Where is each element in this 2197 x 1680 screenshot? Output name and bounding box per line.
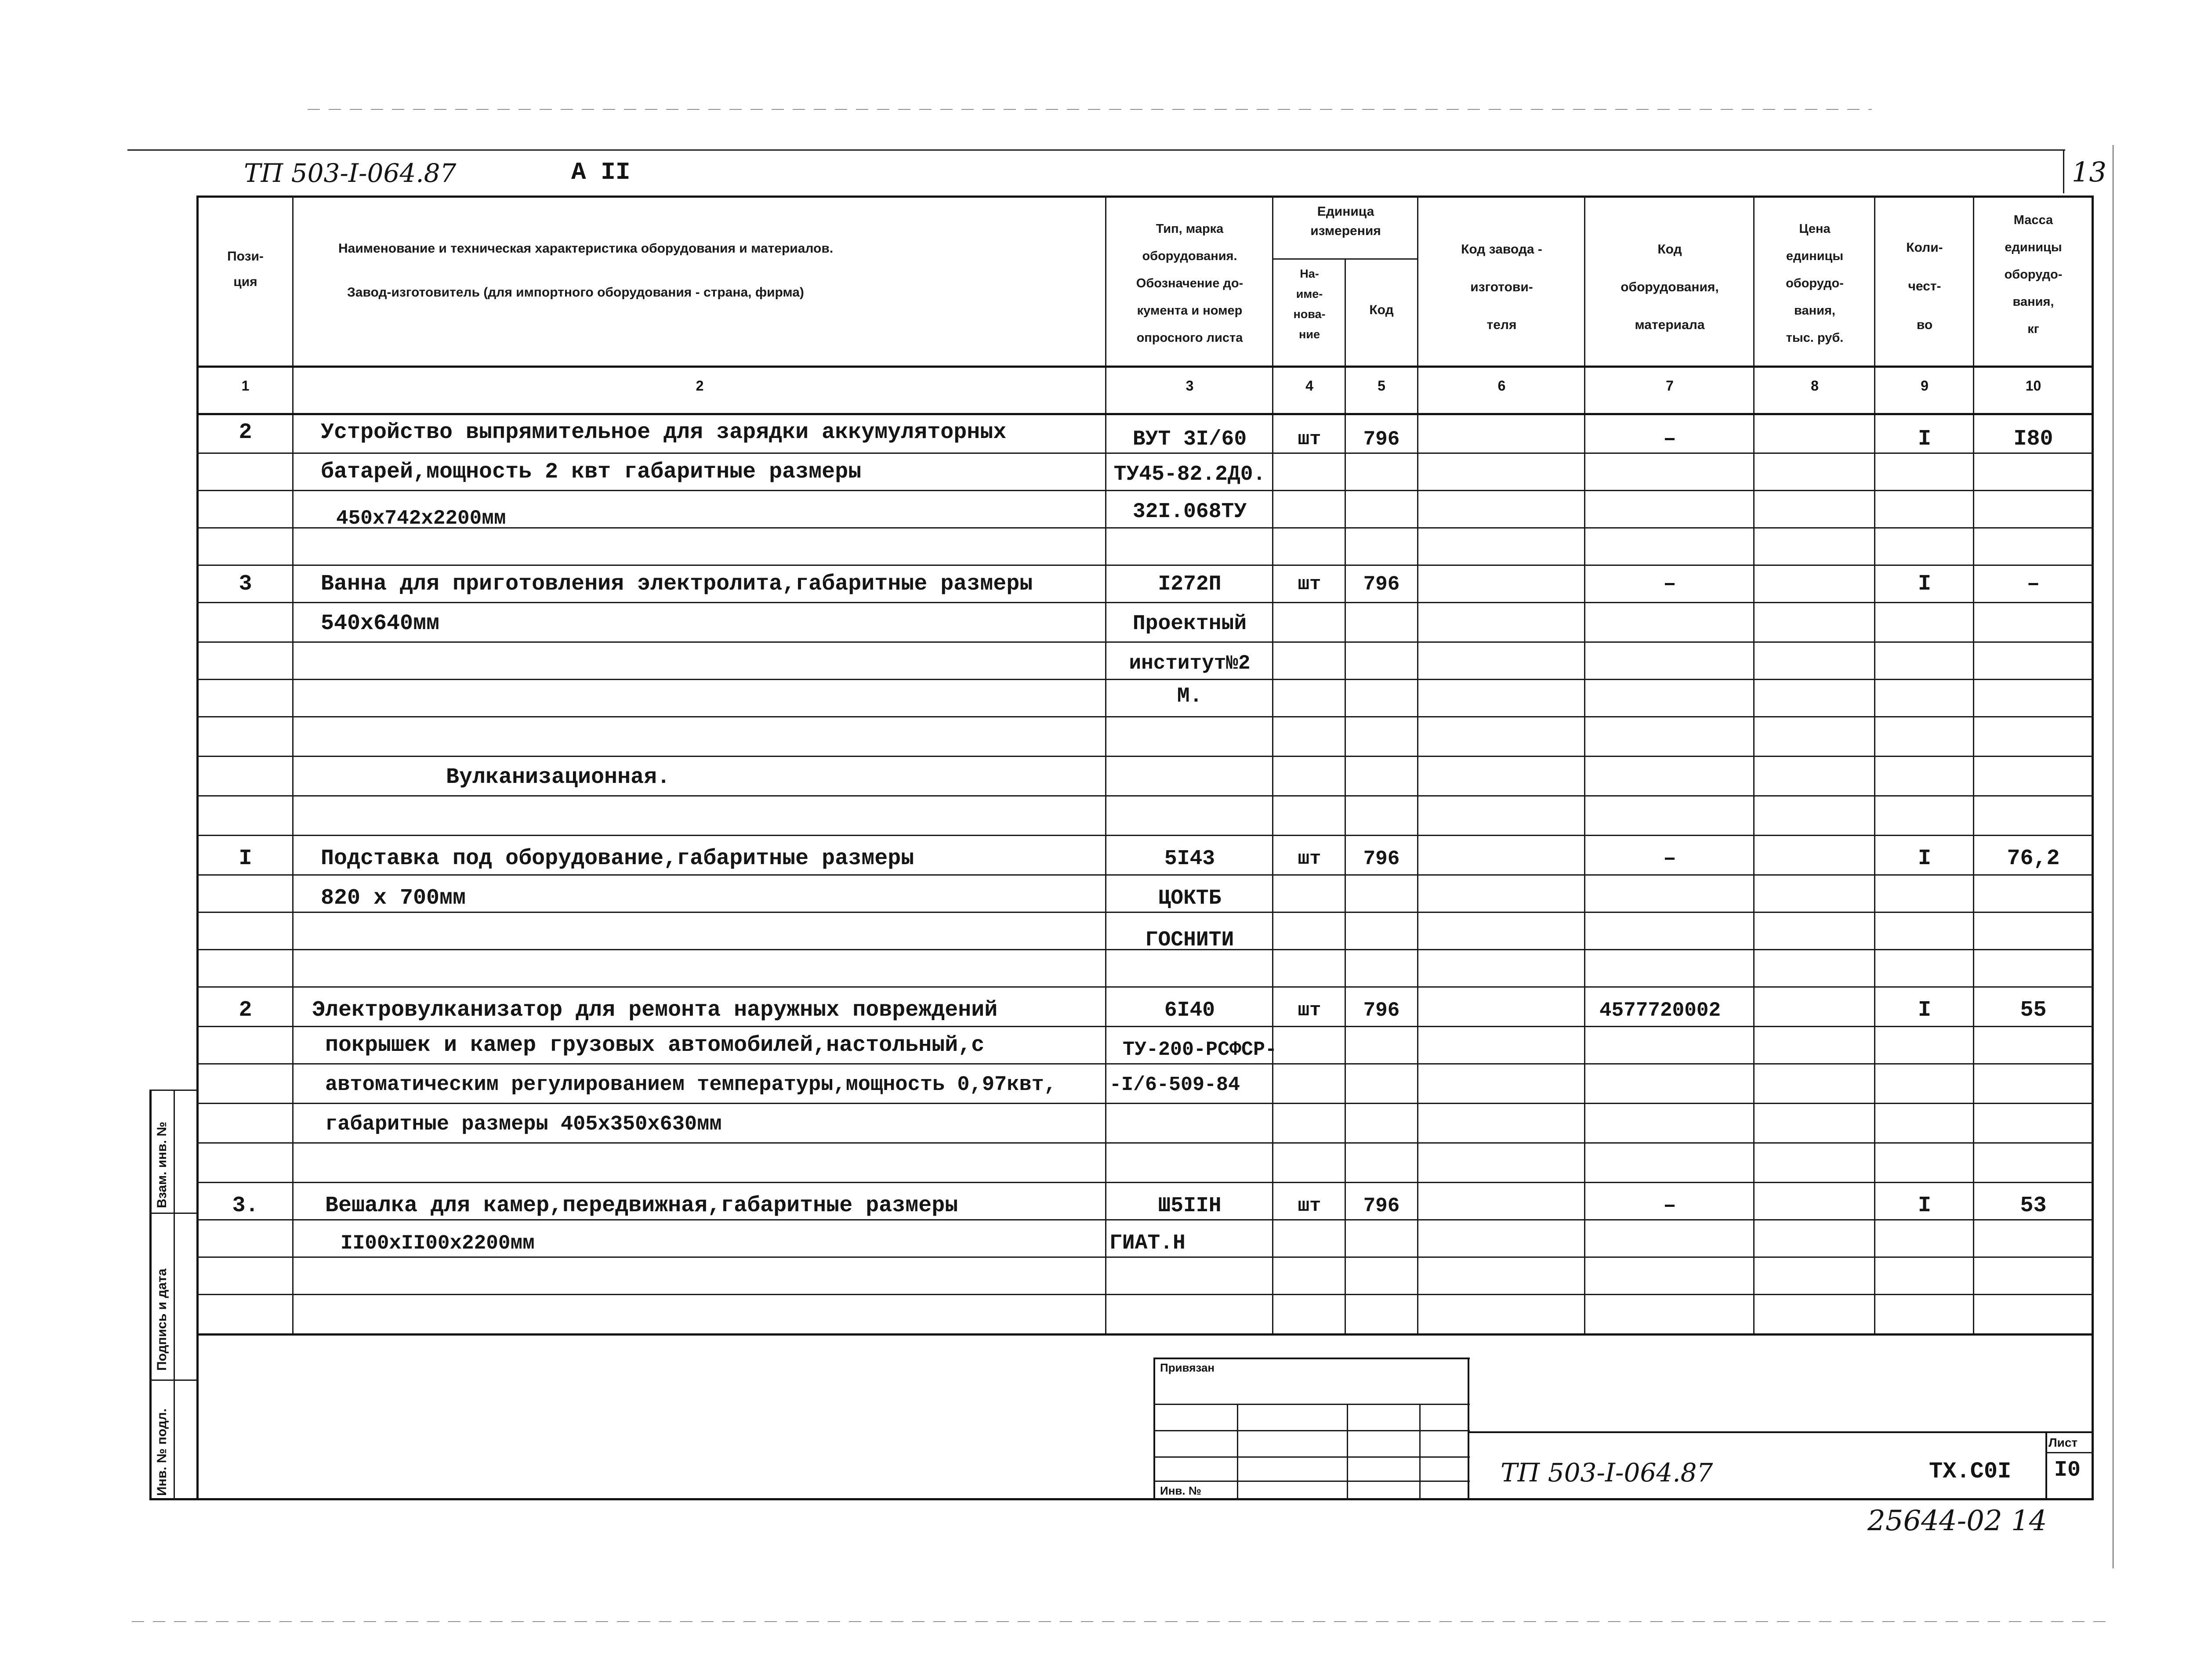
footer-handwritten-number: 25644-02 14	[1867, 1505, 2047, 1537]
header-name-line1: Наименование и техническая характеристика оборудования и материалов.	[338, 241, 834, 256]
side-stamp-rule	[149, 1379, 198, 1381]
privyazan-label: Привязан	[1160, 1361, 1215, 1374]
row1-code: 796	[1363, 428, 1400, 451]
row1-type-line2: ТУ45-82.2Д0.	[1113, 463, 1266, 486]
row-line	[196, 986, 2094, 988]
header-price: Цена единицы оборудо- вания, тыс. руб.	[1786, 222, 1844, 345]
row5-name-line2: II00xII00x2200мм	[341, 1232, 535, 1255]
row3-name-line1: Подставка под оборудование,габаритные размеры	[321, 846, 914, 871]
sheet-top-rule	[127, 149, 2065, 151]
titleblock-top	[1468, 1431, 2094, 1433]
row3-type-line2: ЦОКТБ	[1158, 887, 1222, 910]
row5-type-line2: ГИАТ.Н	[1109, 1231, 1186, 1255]
side-stamp-replace-inv: Взам. инв. №	[155, 1122, 169, 1208]
row-line	[196, 1063, 2094, 1064]
col-divider	[1345, 259, 1346, 1336]
row1-position: 2	[239, 420, 252, 445]
privyazan-col	[1419, 1404, 1421, 1500]
sheet-label: Лист	[2048, 1436, 2078, 1449]
row-line	[196, 795, 2094, 797]
row2-qty: I	[1918, 572, 1931, 597]
side-stamp-signature-date: Подпись и дата	[155, 1268, 169, 1371]
row2-code: 796	[1363, 573, 1400, 596]
row1-qty: I	[1918, 427, 1931, 452]
row1-name-line3: 450x742x2200мм	[336, 507, 506, 530]
privyazan-right	[1468, 1358, 1469, 1500]
page-corner-number: 13	[2072, 156, 2106, 188]
row5-position: 3.	[232, 1193, 259, 1218]
row4-equip-code: 4577720002	[1599, 999, 1721, 1022]
row-line	[196, 565, 2094, 566]
row2-type-line1: I272П	[1158, 572, 1222, 596]
row-line	[196, 1103, 2094, 1104]
row1-name-line1: Устройство выпрямительное для зарядки аккумуляторных	[321, 420, 1007, 445]
row-line	[196, 490, 2094, 491]
row5-mass: 53	[2020, 1193, 2047, 1218]
header-unit-group: Единица измерения	[1310, 204, 1381, 238]
row4-type-line2: ТУ-200-РСФСР-	[1123, 1039, 1277, 1061]
header-mass: Масса единицы оборудо- вания, кг	[2004, 213, 2063, 336]
row1-name-line2: батарей,мощность 2 квт габаритные размеры	[321, 460, 862, 485]
row3-unit: шт	[1298, 848, 1321, 870]
header-factory-code: Код завода - изготови- теля	[1461, 242, 1542, 332]
row4-name-line4: габаритные размеры 405x350x630мм	[325, 1113, 722, 1136]
frame-right	[2092, 196, 2094, 1500]
unit-group-rule	[1272, 258, 1418, 260]
row-line	[196, 1294, 2094, 1295]
privyazan-rule	[1153, 1456, 1470, 1458]
row5-name-line1: Вешалка для камер,передвижная,габаритные размеры	[325, 1193, 958, 1218]
row5-qty: I	[1918, 1193, 1931, 1218]
row3-qty: I	[1918, 846, 1931, 871]
colnum-7: 7	[1666, 378, 1674, 394]
project-code: ТП 503-I-064.87	[244, 158, 457, 188]
row4-name-line3: автоматическим регулированием температуры,мощность 0,97квт,	[325, 1073, 1057, 1097]
row2-name-line1: Ванна для приготовления электролита,габаритные размеры	[321, 572, 1033, 597]
side-stamp-inv-original: Инв. № подл.	[155, 1408, 169, 1496]
titleblock-mark: ТХ.С0I	[1929, 1459, 2012, 1484]
row5-unit: шт	[1298, 1195, 1321, 1217]
header-name-line2: Завод-изготовитель (для импортного оборудования - страна, фирма)	[347, 285, 804, 300]
row1-type-line3: 32I.068ТУ	[1132, 500, 1247, 524]
row-line	[196, 1219, 2094, 1220]
row3-name-line2: 820 x 700мм	[321, 886, 466, 911]
header-position: Пози- ция	[227, 249, 264, 289]
row-line	[196, 1256, 2094, 1258]
row3-type-line3: ГОСНИТИ	[1145, 928, 1234, 952]
header-type: Тип, марка оборудования. Обозначение до- кумента и номер опросного листа	[1136, 222, 1244, 345]
header-quantity: Коли- чест- во	[1906, 240, 1943, 332]
row1-mass: I80	[2013, 427, 2053, 452]
row2-position: 3	[239, 572, 252, 597]
row-line	[196, 602, 2094, 603]
row3-mass: 76,2	[2007, 846, 2060, 871]
privyazan-left	[1153, 1358, 1155, 1500]
row2-mass: –	[2027, 572, 2040, 597]
row1-type-line1: ВУТ 3I/60	[1132, 427, 1247, 451]
inv-no-label: Инв. №	[1160, 1484, 1201, 1497]
colnum-5: 5	[1378, 378, 1385, 394]
row-line	[196, 453, 2094, 454]
scan-artifact-line	[132, 1621, 2109, 1622]
colnum-4: 4	[1305, 378, 1313, 394]
sheet-box-rule	[2045, 1452, 2094, 1453]
row4-type-line1: 6I40	[1164, 999, 1215, 1022]
privyazan-col	[1347, 1404, 1348, 1500]
row4-qty: I	[1918, 998, 1931, 1023]
row1-equip-code: –	[1663, 427, 1676, 452]
colnum-1: 1	[241, 378, 250, 394]
side-stamp-left	[149, 1090, 152, 1500]
scan-artifact-line	[308, 109, 1872, 110]
page-corner-divider	[2063, 149, 2064, 193]
row5-type-line1: Ш5IIН	[1158, 1194, 1222, 1218]
privyazan-rule	[1153, 1430, 1470, 1431]
row3-type-line1: 5I43	[1164, 847, 1215, 871]
row-line	[196, 716, 2094, 717]
table-bottom-rule	[196, 1333, 2094, 1336]
row-line	[196, 874, 2094, 876]
row4-name-line1: Электровулканизатор для ремонта наружных повреждений	[312, 998, 998, 1023]
colnum-bottom-rule	[196, 413, 2094, 415]
frame-bottom	[149, 1498, 2094, 1500]
row-line	[196, 1142, 2094, 1144]
row4-name-line2: покрышек и камер грузовых автомобилей,настольный,с	[325, 1033, 985, 1058]
row2-type-line4: М.	[1177, 684, 1203, 708]
row-line	[196, 912, 2094, 913]
side-stamp-divider	[174, 1090, 175, 1500]
side-stamp-rule	[149, 1090, 198, 1091]
row-line	[196, 835, 2094, 836]
row-line	[196, 756, 2094, 757]
row3-position: I	[239, 846, 252, 871]
row2-equip-code: –	[1663, 572, 1676, 597]
colnum-6: 6	[1497, 378, 1506, 394]
row4-position: 2	[239, 998, 252, 1023]
row1-unit: шт	[1298, 428, 1321, 450]
row4-mass: 55	[2020, 998, 2047, 1023]
right-margin-line	[2113, 145, 2114, 1568]
privyazan-rule	[1153, 1404, 1470, 1405]
row-line	[196, 1182, 2094, 1183]
colnum-2: 2	[696, 378, 704, 394]
row4-code: 796	[1363, 999, 1400, 1022]
header-bottom-rule	[196, 366, 2094, 368]
privyazan-rule	[1153, 1481, 1470, 1482]
row3-code: 796	[1363, 847, 1400, 870]
row-line	[196, 679, 2094, 680]
row5-equip-code: –	[1663, 1193, 1676, 1218]
colnum-10: 10	[2025, 378, 2041, 394]
titleblock-doc-code: ТП 503-I-064.87	[1501, 1458, 1713, 1488]
row4-type-line3: -I/6-509-84	[1109, 1074, 1240, 1096]
privyazan-top	[1153, 1358, 1470, 1359]
frame-top	[196, 196, 2094, 198]
sheet-box-left	[2045, 1431, 2047, 1499]
row2-unit: шт	[1298, 573, 1321, 595]
album-label: А II	[571, 158, 631, 186]
side-stamp-rule	[149, 1213, 198, 1214]
colnum-3: 3	[1186, 378, 1194, 394]
row-line	[196, 641, 2094, 643]
privyazan-col	[1237, 1404, 1238, 1500]
row5-code: 796	[1363, 1195, 1400, 1217]
row3-equip-code: –	[1663, 846, 1676, 871]
row2-type-line2: Проектный	[1132, 612, 1247, 636]
header-unit-code: Код	[1369, 303, 1394, 317]
colnum-8: 8	[1811, 378, 1819, 394]
header-unit-name: На- име- нова- ние	[1293, 267, 1326, 341]
row2-type-line3: институт№2	[1129, 652, 1251, 675]
header-equipment-code: Код оборудования, материала	[1621, 242, 1719, 332]
section-title: Вулканизационная.	[446, 765, 671, 790]
row4-unit: шт	[1298, 999, 1321, 1021]
colnum-9: 9	[1921, 378, 1929, 394]
sheet-number: I0	[2054, 1458, 2081, 1483]
row-line	[196, 1026, 2094, 1027]
row2-name-line2: 540x640мм	[321, 611, 440, 636]
